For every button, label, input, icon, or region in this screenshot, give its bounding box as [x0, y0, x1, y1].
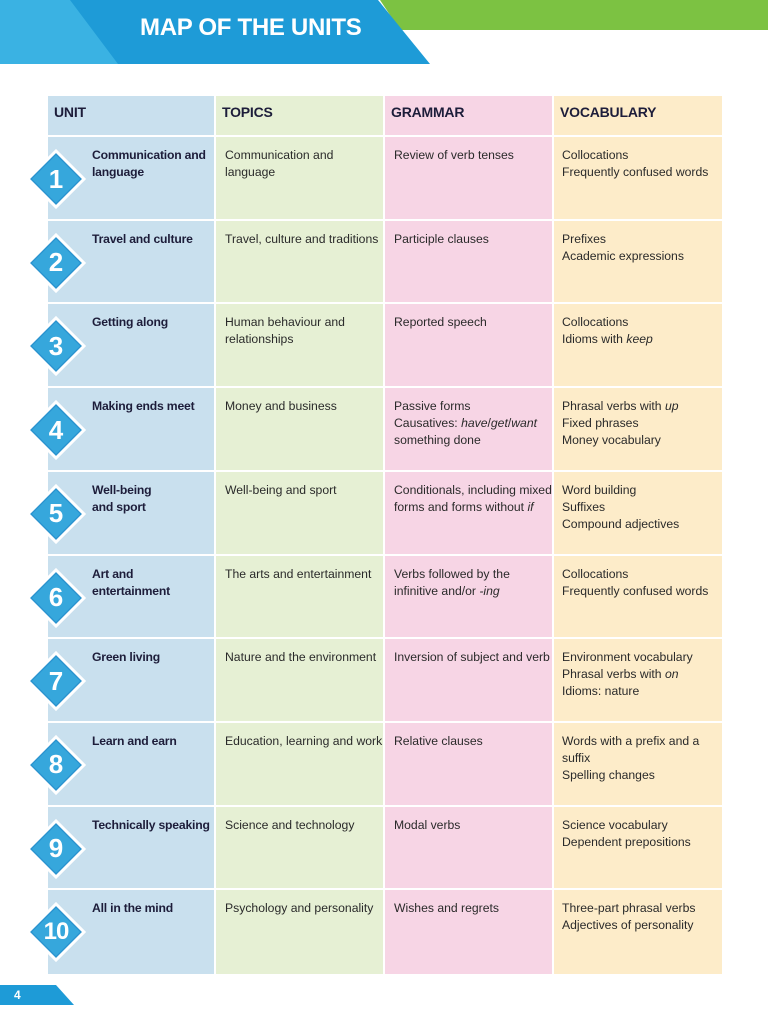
table-row [48, 556, 722, 639]
unit-number-badge [26, 651, 86, 711]
table-row [48, 137, 722, 220]
header-vocabulary: VOCABULARY [560, 104, 657, 120]
unit-grammar: Review of verb tenses [394, 148, 514, 162]
unit-topics: Human behaviour and relationships [225, 315, 345, 347]
unit-grammar: Inversion of subject and verb [394, 650, 550, 665]
unit-topics: Nature and the environment [225, 650, 377, 665]
unit-vocabulary: Environment vocabulary Phrasal verbs with on Idioms: nature [562, 650, 693, 699]
unit-number-badge [26, 233, 86, 293]
unit-grammar: Participle clauses [394, 231, 489, 246]
header-topics: TOPICS [222, 104, 273, 120]
page-number: 4 [14, 988, 21, 1002]
unit-number: 1 [48, 163, 64, 194]
unit-grammar: Modal verbs [394, 817, 461, 832]
unit-vocabulary: Collocations Frequently confused words [562, 148, 709, 179]
table-row [48, 472, 722, 555]
table-row [48, 723, 722, 806]
unit-name: Art and entertainment [92, 566, 170, 598]
unit-number-badge [26, 400, 86, 460]
banner-shape [0, 0, 768, 64]
unit-number: 8 [48, 749, 64, 780]
unit-number-badge [26, 735, 86, 795]
unit-topics: Communication and language [225, 148, 334, 179]
unit-name: Technically speaking [92, 817, 210, 832]
unit-name: Communication and language [92, 148, 206, 179]
unit-topics: Science and technology [225, 817, 355, 832]
unit-vocabulary: Words with a prefix and a suffix Spelling changes [562, 733, 700, 782]
unit-name: Green living [92, 650, 161, 665]
unit-vocabulary: Prefixes Academic expressions [562, 231, 684, 263]
table-row [48, 807, 722, 890]
unit-number: 3 [48, 330, 64, 361]
unit-topics: The arts and entertainment [225, 566, 372, 581]
header-banner [0, 0, 768, 64]
unit-vocabulary: Collocations Frequently confused words [562, 566, 709, 598]
unit-number: 10 [43, 918, 69, 946]
unit-topics: Well-being and sport [225, 482, 337, 497]
unit-number-badge [26, 484, 86, 544]
table-row [48, 388, 722, 471]
unit-grammar: Conditionals, including mixed forms and forms without if [394, 482, 552, 514]
unit-vocabulary: Phrasal verbs with up Fixed phrases Money vocabulary [562, 399, 679, 448]
units-table [43, 96, 722, 974]
header-grammar: GRAMMAR [391, 104, 465, 120]
table-row [48, 221, 722, 304]
table-row [43, 890, 722, 973]
page-number-tab [0, 985, 80, 1009]
unit-vocabulary: Word building Suffixes Compound adjectives [562, 482, 680, 531]
table-row [48, 639, 722, 722]
page-title: MAP OF THE UNITS [140, 14, 362, 41]
unit-vocabulary: Science vocabulary Dependent prepositions [562, 817, 691, 849]
unit-vocabulary: Collocations Idioms with keep [562, 315, 653, 347]
unit-name: Getting along [92, 315, 168, 330]
unit-number: 2 [48, 247, 64, 278]
unit-grammar: Verbs followed by the infinitive and/or -ing [394, 566, 510, 598]
unit-name: Learn and earn [92, 733, 177, 748]
unit-grammar: Wishes and regrets [394, 901, 499, 916]
unit-topics: Psychology and personality [225, 901, 374, 916]
unit-topics: Travel, culture and traditions [225, 231, 379, 246]
unit-number-badge [26, 316, 86, 376]
unit-name: All in the mind [92, 901, 173, 916]
unit-name: Making ends meet [92, 399, 195, 414]
unit-number: 5 [48, 498, 64, 529]
unit-number: 9 [48, 833, 64, 864]
unit-topics: Education, learning and work [225, 733, 383, 748]
unit-number-badge [26, 568, 86, 628]
unit-number: 7 [48, 665, 64, 696]
unit-number-badge [26, 819, 86, 879]
unit-grammar: Passive forms Causatives: have/get/want something done [394, 399, 537, 448]
table-row [48, 304, 722, 387]
unit-name: Travel and culture [92, 231, 193, 246]
unit-grammar: Relative clauses [394, 733, 483, 748]
unit-number-badge [26, 902, 86, 962]
unit-grammar: Reported speech [394, 315, 487, 330]
unit-number-badge [26, 149, 86, 209]
unit-vocabulary: Three-part phrasal verbs Adjectives of personality [562, 901, 696, 933]
unit-topics: Money and business [225, 399, 337, 414]
unit-number: 4 [48, 414, 64, 445]
header-unit: UNIT [54, 104, 86, 120]
unit-name: Well-being and sport [92, 482, 152, 514]
unit-number: 6 [48, 582, 64, 612]
